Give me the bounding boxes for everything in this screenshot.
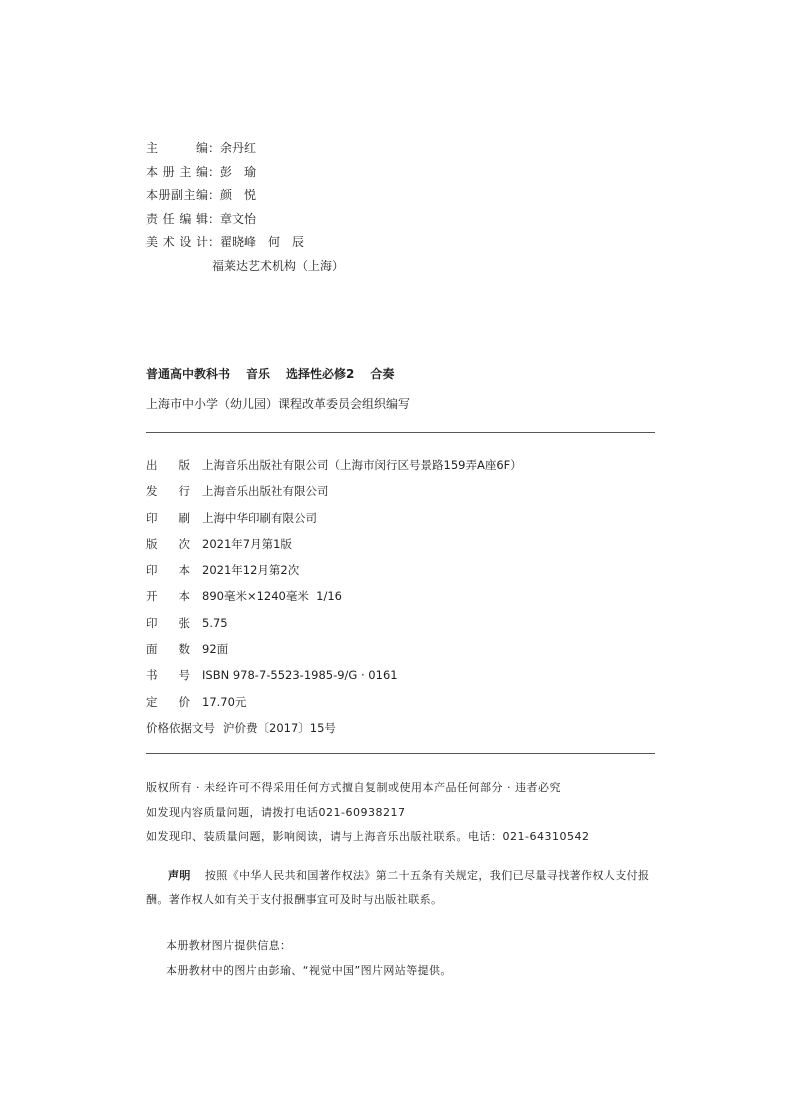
- declaration-head: 声明: [168, 869, 191, 882]
- pub-label: 发 行: [146, 484, 190, 499]
- pub-label: 开 本: [146, 589, 190, 604]
- credit-label: 主 编: [146, 141, 208, 155]
- book-title-series: 普通高中教科书: [146, 367, 231, 381]
- pub-row-sheets: [146, 610, 522, 636]
- pub-row-printing: [146, 557, 522, 583]
- pub-value: 890毫米×1240毫米 1/16: [202, 589, 342, 604]
- pub-row-format: [146, 583, 522, 609]
- book-title: [146, 366, 410, 382]
- credit-volume-editor: 本 册 主 编 ： 彭 瑜: [146, 161, 344, 185]
- note-print-quality: 如发现印、装质量问题，影响阅读，请与上海音乐出版社联系。电话：021-64310542: [146, 830, 590, 843]
- credit-responsible-editor: 责 任 编 辑 ： 章文怡: [146, 208, 344, 232]
- photo-credits-heading: 本册教材图片提供信息：: [166, 939, 292, 952]
- credit-continuation: 福莱达艺术机构（上海）: [212, 258, 345, 273]
- pub-label: 书 号: [146, 668, 190, 683]
- pub-label: 出 版: [146, 458, 190, 472]
- declaration: [146, 864, 666, 912]
- pub-row-price-basis: [146, 715, 522, 741]
- credit-value: 章文怡: [220, 211, 257, 226]
- publication-info: [146, 452, 522, 741]
- declaration-text: 按照《中华人民共和国著作权法》第二十五条有关规定，我们已尽量寻找著作权人支付报酬。著作权人如有关于支付报酬事宜可及时与出版社联系。: [146, 869, 650, 906]
- pub-row-edition: [146, 531, 522, 557]
- pub-row-pages: [146, 636, 522, 662]
- pub-value: 92面: [202, 642, 229, 657]
- pub-label: 印 本: [146, 563, 190, 578]
- pub-row-printer: [146, 505, 522, 531]
- book-title-topic: 合奏: [370, 367, 395, 381]
- pub-label: 版 次: [146, 536, 190, 551]
- pub-value: 17.70元: [202, 694, 247, 709]
- pub-label: 面 数: [146, 642, 190, 657]
- credit-value: 翟晓峰 何 辰: [220, 235, 305, 249]
- pub-value: 上海音乐出版社有限公司: [202, 484, 329, 499]
- pub-value: 2021年12月第2次: [202, 563, 300, 578]
- credit-value: 颜 悦: [220, 188, 257, 202]
- credit-value: 彭 瑜: [220, 164, 257, 179]
- pub-row-price: [146, 689, 522, 715]
- photo-credits-text: 本册教材中的图片由彭瑜、“视觉中国”图片网站等提供。: [166, 963, 452, 977]
- pub-label: 印 张: [146, 615, 190, 630]
- copyright-notes: [146, 776, 589, 850]
- credit-value: 余丹红: [220, 141, 257, 155]
- pub-value: 2021年7月第1版: [202, 536, 292, 551]
- pub-label: 价格依据文号: [146, 720, 215, 735]
- credit-label: 本 册 主 编: [146, 164, 208, 179]
- credit-chief-editor: 主 编 ： 余丹红: [146, 137, 344, 161]
- credit-label: 美 术 设 计: [146, 235, 208, 249]
- pub-value: 上海中华印刷有限公司: [202, 510, 317, 525]
- book-title-module: 选择性必修2: [286, 367, 355, 381]
- pub-row-publisher: [146, 452, 522, 478]
- pub-value: ISBN 978-7-5523-1985-9/G · 0161: [202, 668, 398, 683]
- divider-top: [146, 432, 655, 433]
- note-copyright: 版权所有 · 未经许可不得采用任何方式擅自复制或使用本产品任何部分 · 违者必究: [146, 781, 561, 794]
- credit-deputy-editor: 本 册 副 主 编 ： 颜 悦: [146, 184, 344, 208]
- book-title-subject: 音乐: [246, 367, 271, 381]
- pub-label: 印 刷: [146, 510, 190, 525]
- credit-label: 责 任 编 辑: [146, 211, 208, 226]
- pub-row-distributor: [146, 478, 522, 504]
- credit-art-design: 美 术 设 计 ： 翟晓峰 何 辰: [146, 231, 344, 255]
- pub-label: 定 价: [146, 694, 190, 709]
- divider-bottom: [146, 753, 655, 754]
- pub-value: 5.75: [202, 615, 228, 630]
- credits-block: [146, 137, 344, 278]
- pub-value: 上海音乐出版社有限公司（上海市闵行区号景路159弄A座6F）: [202, 458, 522, 472]
- note-content-quality: 如发现内容质量问题，请拨打电话021-60938217: [146, 805, 406, 819]
- pub-value: 沪价费〔2017〕15号: [223, 720, 336, 735]
- photo-credits: [166, 934, 452, 983]
- credit-label: 本 册 副 主 编: [146, 188, 208, 202]
- pub-row-isbn: [146, 662, 522, 688]
- compiler-line: 上海市中小学（幼儿园）课程改革委员会组织编写: [146, 397, 411, 411]
